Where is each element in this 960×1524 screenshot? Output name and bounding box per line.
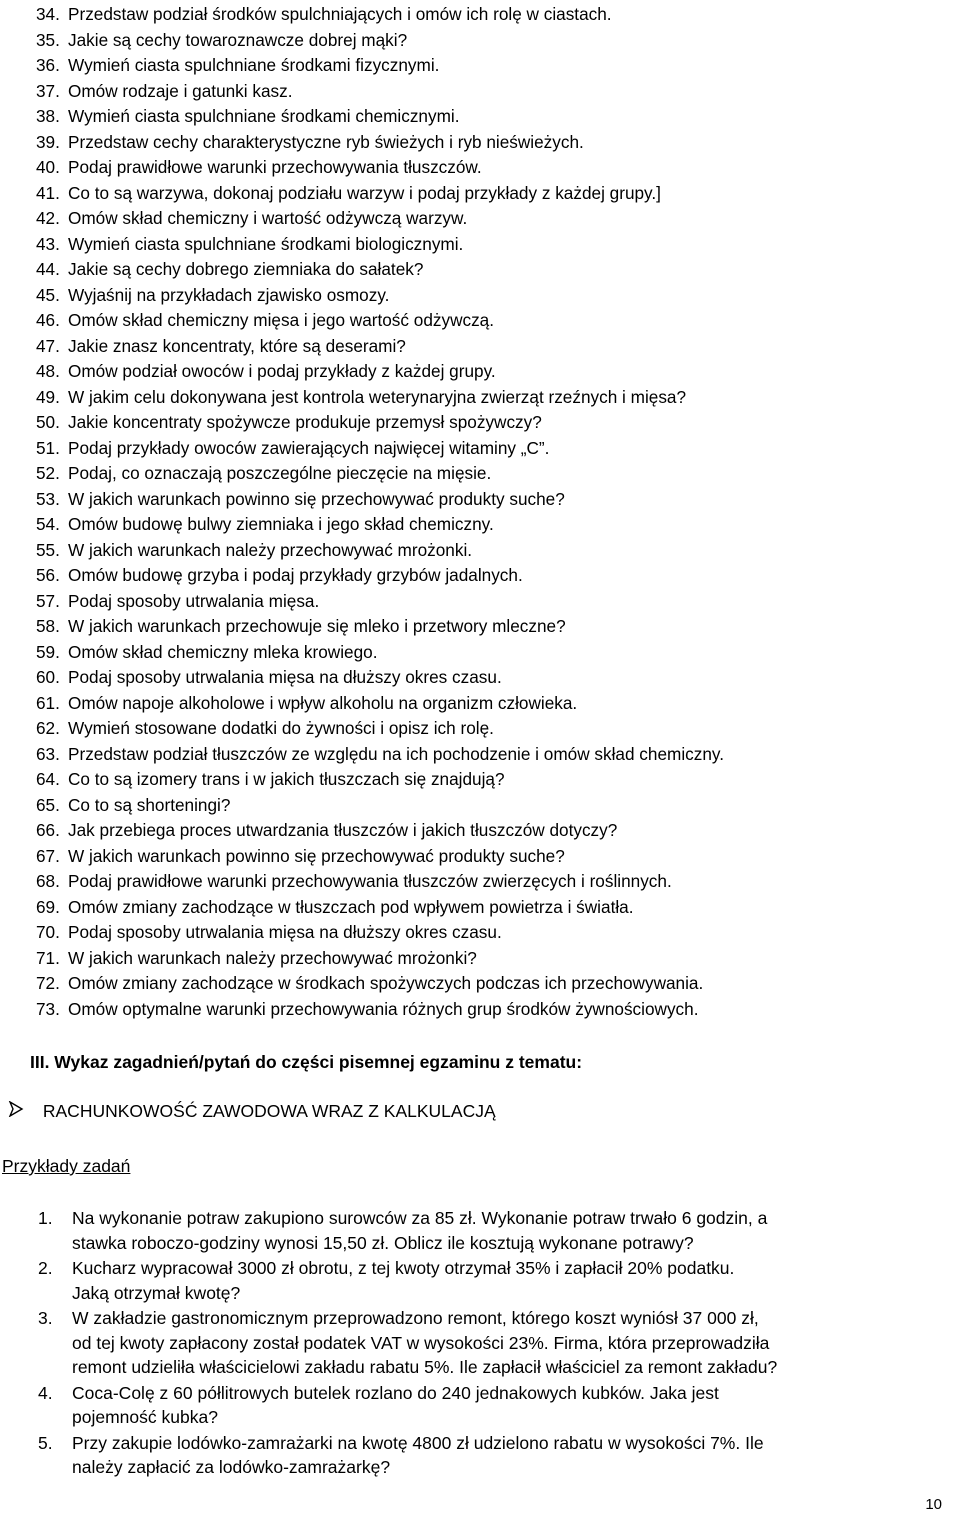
question-item [30, 308, 950, 334]
question-item [30, 257, 950, 283]
question-number: 72. [36, 973, 60, 993]
question-number: 57. [36, 590, 60, 611]
question-text: W jakich warunkach należy przechowywać mrożonki. [68, 539, 473, 560]
question-text: Jak przebiega proces utwardzania tłuszczów i jakich tłuszczów dotyczy? [68, 820, 618, 840]
question-text: Omów budowę bulwy ziemniaka i jego skład chemiczny. [68, 514, 494, 534]
question-item [30, 767, 950, 793]
task-line: Coca-Colę z 60 półlitrowych butelek rozlano do 240 jednakowych kubków. Jaka jest [72, 1382, 719, 1403]
question-number: 50. [36, 412, 60, 432]
question-text: Co to są warzywa, dokonaj podziału warzyw i podaj przykłady z każdej grupy.] [68, 182, 661, 203]
task-item [30, 1381, 950, 1430]
question-item [30, 410, 950, 436]
question-number: 44. [36, 259, 60, 279]
question-text: W jakich warunkach powinno się przechowywać produkty suche? [68, 488, 565, 509]
task-list [30, 1206, 950, 1481]
question-text: Podaj prawidłowe warunki przechowywania tłuszczów zwierzęcych i roślinnych. [68, 871, 672, 891]
question-number: 40. [36, 157, 60, 177]
section-heading: III. Wykaz zagadnień/pytań do części pisemnej egzaminu z tematu: [30, 1052, 583, 1072]
question-number: 59. [36, 641, 60, 662]
question-text: Wymień ciasta spulchniane środkami biologicznymi. [68, 233, 464, 254]
question-text: Omów zmiany zachodzące w tłuszczach pod wpływem powietrza i światła. [68, 896, 634, 917]
question-number: 65. [36, 794, 60, 815]
question-item [30, 869, 950, 895]
question-number: 49. [36, 386, 60, 407]
question-item [30, 461, 950, 487]
question-item [30, 971, 950, 997]
question-number: 69. [36, 896, 60, 917]
question-item [30, 691, 950, 717]
question-item [30, 818, 950, 844]
task-item [30, 1256, 950, 1305]
task-number: 3. [38, 1308, 53, 1328]
question-text: Podaj, co oznaczają poszczególne pieczęcie na mięsie. [68, 463, 492, 483]
question-item [30, 130, 950, 156]
question-text: Wymień ciasta spulchniane środkami fizycznymi. [68, 55, 440, 75]
question-number: 35. [36, 29, 60, 50]
question-number: 48. [36, 361, 60, 381]
question-item [30, 283, 950, 309]
question-number: 64. [36, 769, 60, 789]
question-item [30, 538, 950, 564]
question-item [30, 563, 950, 589]
task-item [30, 1431, 950, 1480]
examples-label: Przykłady zadań [2, 1156, 131, 1176]
question-text: Wymień ciasta spulchniane środkami chemicznymi. [68, 106, 460, 126]
question-text: Omów skład chemiczny mleka krowiego. [68, 641, 378, 662]
task-number: 5. [38, 1432, 53, 1453]
task-line: Przy zakupie lodówko-zamrażarki na kwotę 4800 zł udzielono rabatu w wysokości 7%. Ile [72, 1432, 764, 1453]
question-item [30, 487, 950, 513]
question-item [30, 181, 950, 207]
topic-title: RACHUNKOWOŚĆ ZAWODOWA WRAZ Z KALKULACJĄ [42, 1101, 496, 1121]
question-text: W jakich warunkach przechowuje się mleko i przetwory mleczne? [68, 616, 566, 636]
question-item [30, 742, 950, 768]
question-text: Omów napoje alkoholowe i wpływ alkoholu na organizm człowieka. [68, 692, 578, 713]
question-text: Podaj przykłady owoców zawierających najwięcej witaminy „C”. [68, 437, 550, 458]
question-item [30, 844, 950, 870]
question-item [30, 2, 950, 28]
question-number: 47. [36, 335, 60, 356]
question-number: 70. [36, 922, 60, 942]
question-text: Jakie są cechy towaroznawcze dobrej mąki? [68, 29, 408, 50]
question-text: W jakich warunkach powinno się przechowywać produkty suche? [68, 845, 565, 866]
question-number: 38. [36, 106, 60, 126]
task-item [30, 1206, 950, 1255]
question-list [30, 2, 950, 1022]
question-item [30, 79, 950, 105]
question-number: 61. [36, 692, 60, 713]
question-text: Podaj sposoby utrwalania mięsa. [68, 590, 320, 611]
question-text: Omów skład chemiczny mięsa i jego wartość odżywczą. [68, 310, 495, 330]
question-number: 67. [36, 845, 60, 866]
question-text: Wyjaśnij na przykładach zjawisko osmozy. [68, 284, 390, 305]
question-item [30, 640, 950, 666]
question-item [30, 155, 950, 181]
question-text: Wymień stosowane dodatki do żywności i opisz ich rolę. [68, 718, 494, 738]
question-item [30, 334, 950, 360]
question-item [30, 436, 950, 462]
question-number: 73. [36, 998, 60, 1019]
task-number: 2. [38, 1258, 53, 1278]
question-text: Omów optymalne warunki przechowywania różnych grup środków żywnościowych. [68, 998, 699, 1019]
question-item [30, 104, 950, 130]
question-number: 45. [36, 284, 60, 305]
question-number: 58. [36, 616, 60, 636]
question-item [30, 512, 950, 538]
question-text: Omów budowę grzyba i podaj przykłady grzybów jadalnych. [68, 565, 523, 585]
task-item [30, 1306, 950, 1380]
question-number: 46. [36, 310, 60, 330]
question-text: Omów podział owoców i podaj przykłady z każdej grupy. [68, 361, 496, 381]
question-text: Jakie są cechy dobrego ziemniaka do sałatek? [68, 259, 424, 279]
question-text: Omów rodzaje i gatunki kasz. [68, 80, 293, 101]
task-line: remont udzieliła właścicielowi zakładu rabatu 5%. Ile zapłacił właściciel za remont zakładu? [72, 1357, 778, 1377]
question-number: 60. [36, 667, 60, 687]
question-number: 51. [36, 437, 60, 458]
question-number: 42. [36, 208, 60, 228]
question-text: W jakim celu dokonywana jest kontrola weterynaryjna zwierząt rzeźnych i mięsa? [68, 386, 687, 407]
question-number: 41. [36, 182, 60, 203]
question-item [30, 895, 950, 921]
task-line: pojemność kubka? [72, 1407, 218, 1427]
question-text: Przedstaw cechy charakterystyczne ryb świeżych i ryb nieświeżych. [68, 131, 584, 152]
task-line: stawka roboczo-godziny wynosi 15,50 zł. Oblicz ile kosztują wykonane potrawy? [72, 1232, 694, 1253]
task-line: Kucharz wypracował 3000 zł obrotu, z tej kwoty otrzymał 35% i zapłacił 20% podatku. [72, 1258, 735, 1278]
question-item [30, 385, 950, 411]
arrow-bullet-icon [8, 1101, 38, 1122]
question-item [30, 589, 950, 615]
question-text: W jakich warunkach należy przechowywać mrożonki? [68, 947, 477, 968]
question-item [30, 359, 950, 385]
question-item [30, 206, 950, 232]
question-number: 71. [36, 947, 60, 968]
question-number: 63. [36, 743, 60, 764]
question-text: Przedstaw podział tłuszczów ze względu na ich pochodzenie i omów skład chemiczny. [68, 743, 724, 764]
task-line: należy zapłacić za lodówko-zamrażarkę? [72, 1457, 391, 1477]
question-number: 66. [36, 820, 60, 840]
question-text: Podaj sposoby utrwalania mięsa na dłuższy okres czasu. [68, 667, 502, 687]
question-number: 43. [36, 233, 60, 254]
task-number: 4. [38, 1382, 53, 1403]
question-text: Przedstaw podział środków spulchniających i omów ich rolę w ciastach. [68, 4, 612, 24]
question-item [30, 920, 950, 946]
task-line: Na wykonanie potraw zakupiono surowców za 85 zł. Wykonanie potraw trwało 6 godzin, a [72, 1208, 768, 1228]
question-number: 53. [36, 488, 60, 509]
question-item [30, 793, 950, 819]
task-line: W zakładzie gastronomicznym przeprowadzono remont, którego koszt wyniósł 37 000 zł, [72, 1308, 759, 1328]
question-number: 37. [36, 80, 60, 101]
page-number: 10 [925, 1496, 942, 1513]
question-item [30, 665, 950, 691]
question-number: 55. [36, 539, 60, 560]
task-line: Jaką otrzymał kwotę? [72, 1282, 241, 1303]
question-number: 62. [36, 718, 60, 738]
question-item [30, 946, 950, 972]
question-number: 68. [36, 871, 60, 891]
task-number: 1. [38, 1208, 53, 1228]
question-text: Co to są izomery trans i w jakich tłuszczach się znajdują? [68, 769, 505, 789]
question-item [30, 997, 950, 1023]
task-line: od tej kwoty zapłacony został podatek VAT w wysokości 23%. Firma, która przeprowadziła [72, 1332, 770, 1353]
question-item [30, 53, 950, 79]
question-text: Podaj prawidłowe warunki przechowywania tłuszczów. [68, 157, 482, 177]
question-item [30, 716, 950, 742]
question-number: 54. [36, 514, 60, 534]
question-text: Co to są shorteningi? [68, 794, 231, 815]
question-text: Omów skład chemiczny i wartość odżywczą warzyw. [68, 208, 468, 228]
question-number: 39. [36, 131, 60, 152]
question-item [30, 28, 950, 54]
question-number: 56. [36, 565, 60, 585]
question-number: 36. [36, 55, 60, 75]
question-text: Omów zmiany zachodzące w środkach spożywczych podczas ich przechowywania. [68, 973, 704, 993]
question-text: Jakie znasz koncentraty, które są deserami? [68, 335, 406, 356]
question-number: 34. [36, 4, 60, 24]
question-item [30, 232, 950, 258]
question-text: Jakie koncentraty spożywcze produkuje przemysł spożywczy? [68, 412, 542, 432]
question-text: Podaj sposoby utrwalania mięsa na dłuższy okres czasu. [68, 922, 502, 942]
topic-line [8, 1101, 496, 1122]
question-item [30, 614, 950, 640]
question-number: 52. [36, 463, 60, 483]
